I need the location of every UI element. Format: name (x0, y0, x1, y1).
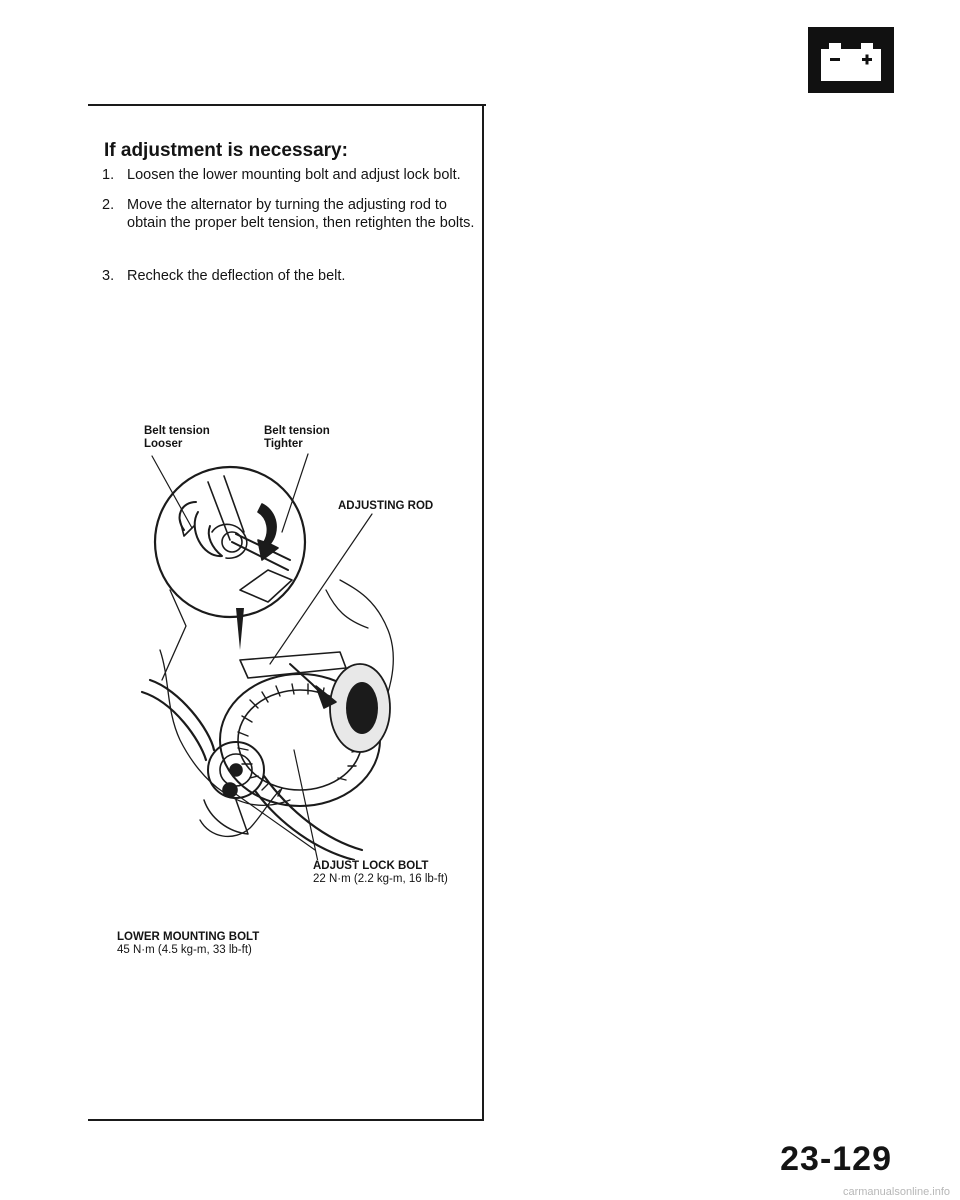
label-line: LOWER MOUNTING BOLT (117, 931, 260, 943)
bottom-rule (88, 1119, 484, 1121)
page-number: 23-129 (780, 1140, 892, 1178)
battery-icon (808, 27, 894, 93)
section-heading: If adjustment is necessary: (104, 140, 348, 161)
step-number: 3. (102, 268, 115, 284)
detail-circle (155, 467, 305, 617)
step-1 (102, 166, 492, 186)
label-adjust-lock-bolt (313, 860, 448, 886)
torque-spec: 45 N·m (4.5 kg-m, 33 lb-ft) (117, 944, 252, 956)
label-line: Looser (144, 438, 183, 450)
label-line: Tighter (264, 438, 303, 450)
torque-spec: 22 N·m (2.2 kg-m, 16 lb-ft) (313, 873, 448, 885)
step-text: Move the alternator by turning the adjusting rod to obtain the proper belt tension, then retighten the bolts. (127, 197, 475, 231)
label-line: Belt tension (264, 425, 330, 437)
step-number: 2. (102, 197, 115, 213)
step-text: Loosen the lower mounting bolt and adjust lock bolt. (127, 167, 461, 183)
step-2 (102, 196, 492, 256)
step-text: Recheck the deflection of the belt. (127, 268, 346, 284)
right-rule (482, 104, 484, 1121)
label-line: Belt tension (144, 425, 210, 437)
label-lower-mounting-bolt (117, 931, 259, 957)
step-3 (102, 267, 492, 287)
alternator-illustration (140, 440, 480, 860)
watermark: carmanualsonline.info (842, 1186, 950, 1198)
top-rule (88, 104, 486, 106)
step-number: 1. (102, 167, 115, 183)
label-line: ADJUST LOCK BOLT (313, 860, 429, 872)
tighter-arrow (258, 504, 278, 560)
label-adjusting-rod: ADJUSTING ROD (338, 500, 434, 512)
detail-pointer (236, 608, 244, 650)
